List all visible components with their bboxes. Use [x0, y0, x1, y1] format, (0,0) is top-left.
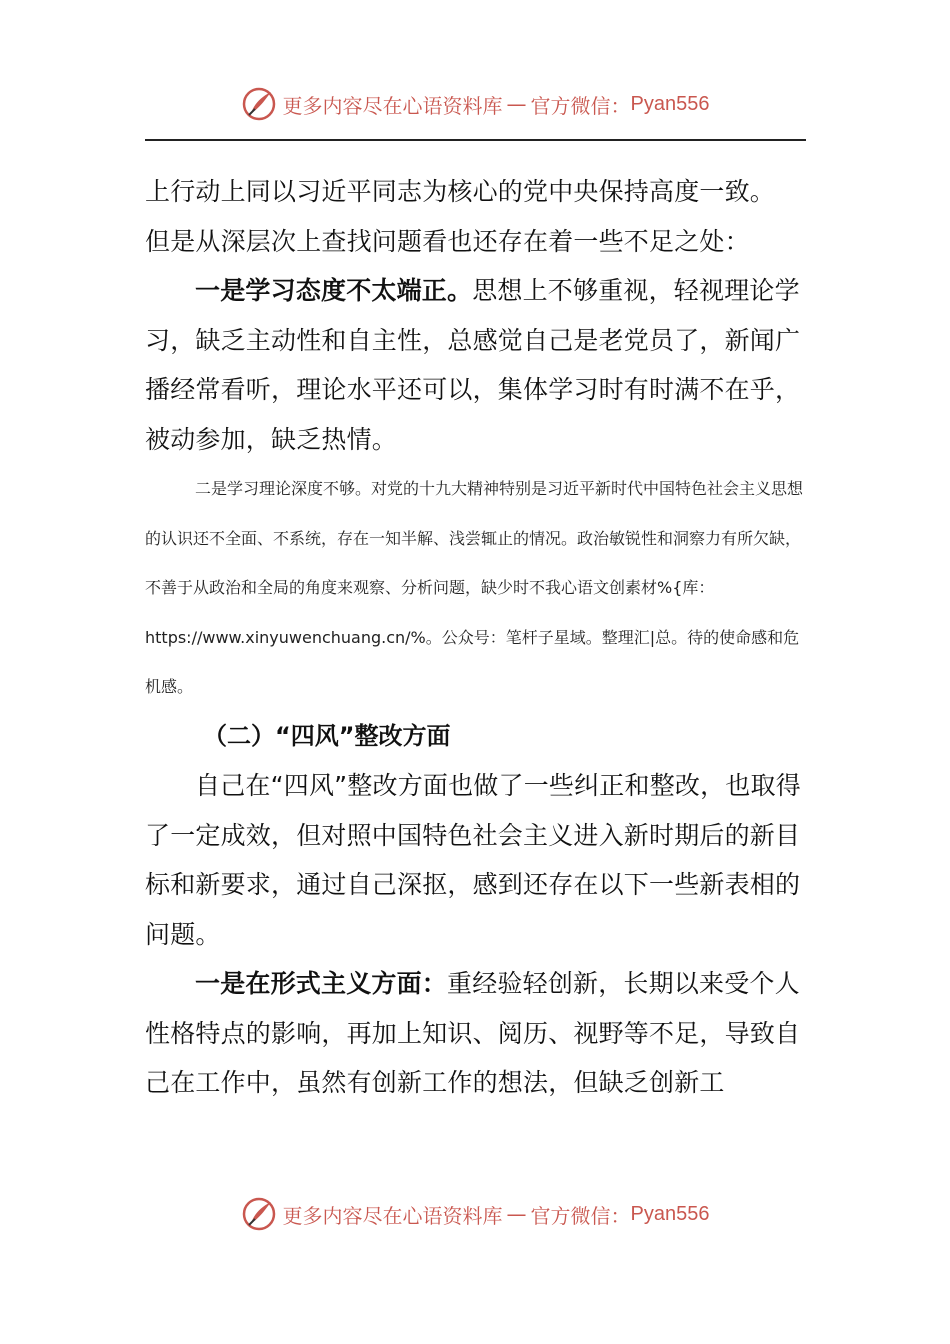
watermark-text: 更多内容尽在心语资料库 [282, 93, 503, 118]
paragraph-body: 思想上不够重视，轻视理论学习，缺乏主动性和自主性，总感觉自己是老党员了，新闻广播经常看听，理论水平还可以，集体学习时有时满不在乎，被动参加，缺乏热情。 [145, 276, 801, 454]
document-body [145, 167, 806, 1108]
quill-logo-icon [241, 86, 277, 122]
watermark-text: 更多内容尽在心语资料库 [282, 1203, 503, 1228]
watermark-separator: — [506, 1202, 527, 1226]
paragraph-four-winds-intro: 自己在“四风”整改方面也做了一些纠正和整改，也取得了一定成效，但对照中国特色社会主义进入新时期后的新目标和新要求，通过自己深抠，感到还存在以下一些新表相的问题。 [145, 771, 801, 949]
paragraph-lead-bold: 一是在形式主义方面： [195, 969, 448, 998]
paragraph-lead-bold: 一是学习态度不太端正。 [195, 276, 473, 305]
footer-watermark [0, 1194, 950, 1234]
paragraph-theory-depth: 二是学习理论深度不够。对党的十九大精神特别是习近平新时代中国特色社会主义思想的认识还不全面、不系统，存在一知半解、浅尝辄止的情况。政治敏锐性和洞察力有所欠缺，不善于从政治和全局的角度来观察、分析问题，缺少时不我心语文创素材%{库：https://www.xinyuwenchuang.cn/%。公众号：笔杆子星域。整理汇|总。待的使命感和危机感。 [145, 479, 804, 696]
section-heading-four-winds: （二）“四风”整改方面 [203, 721, 451, 750]
watermark-wechat-id: Pyan556 [630, 92, 710, 115]
header-divider [145, 139, 806, 141]
quill-logo-icon [241, 1196, 277, 1232]
paragraph-study-attitude [145, 266, 806, 464]
watermark-wechat-label: 官方微信： [530, 1203, 631, 1228]
header-watermark [0, 84, 950, 124]
watermark-separator: — [506, 92, 527, 116]
watermark-wechat-id: Pyan556 [630, 1202, 710, 1225]
watermark-wechat-label: 官方微信： [530, 93, 631, 118]
paragraph-formalism [145, 959, 806, 1108]
paragraph-intro-line1: 上行动上同以习近平同志为核心的党中央保持高度一致。 [145, 177, 776, 206]
paragraph-body: 重经验轻创新，长期以来受个人性格特点的影响，再加上知识、阅历、视野等不足，导致自己在工作中，虽然有创新工作的想法，但缺乏创新工 [145, 969, 801, 1097]
paragraph-intro-line2: 但是从深层次上查找问题看也还存在着一些不足之处： [145, 226, 750, 256]
